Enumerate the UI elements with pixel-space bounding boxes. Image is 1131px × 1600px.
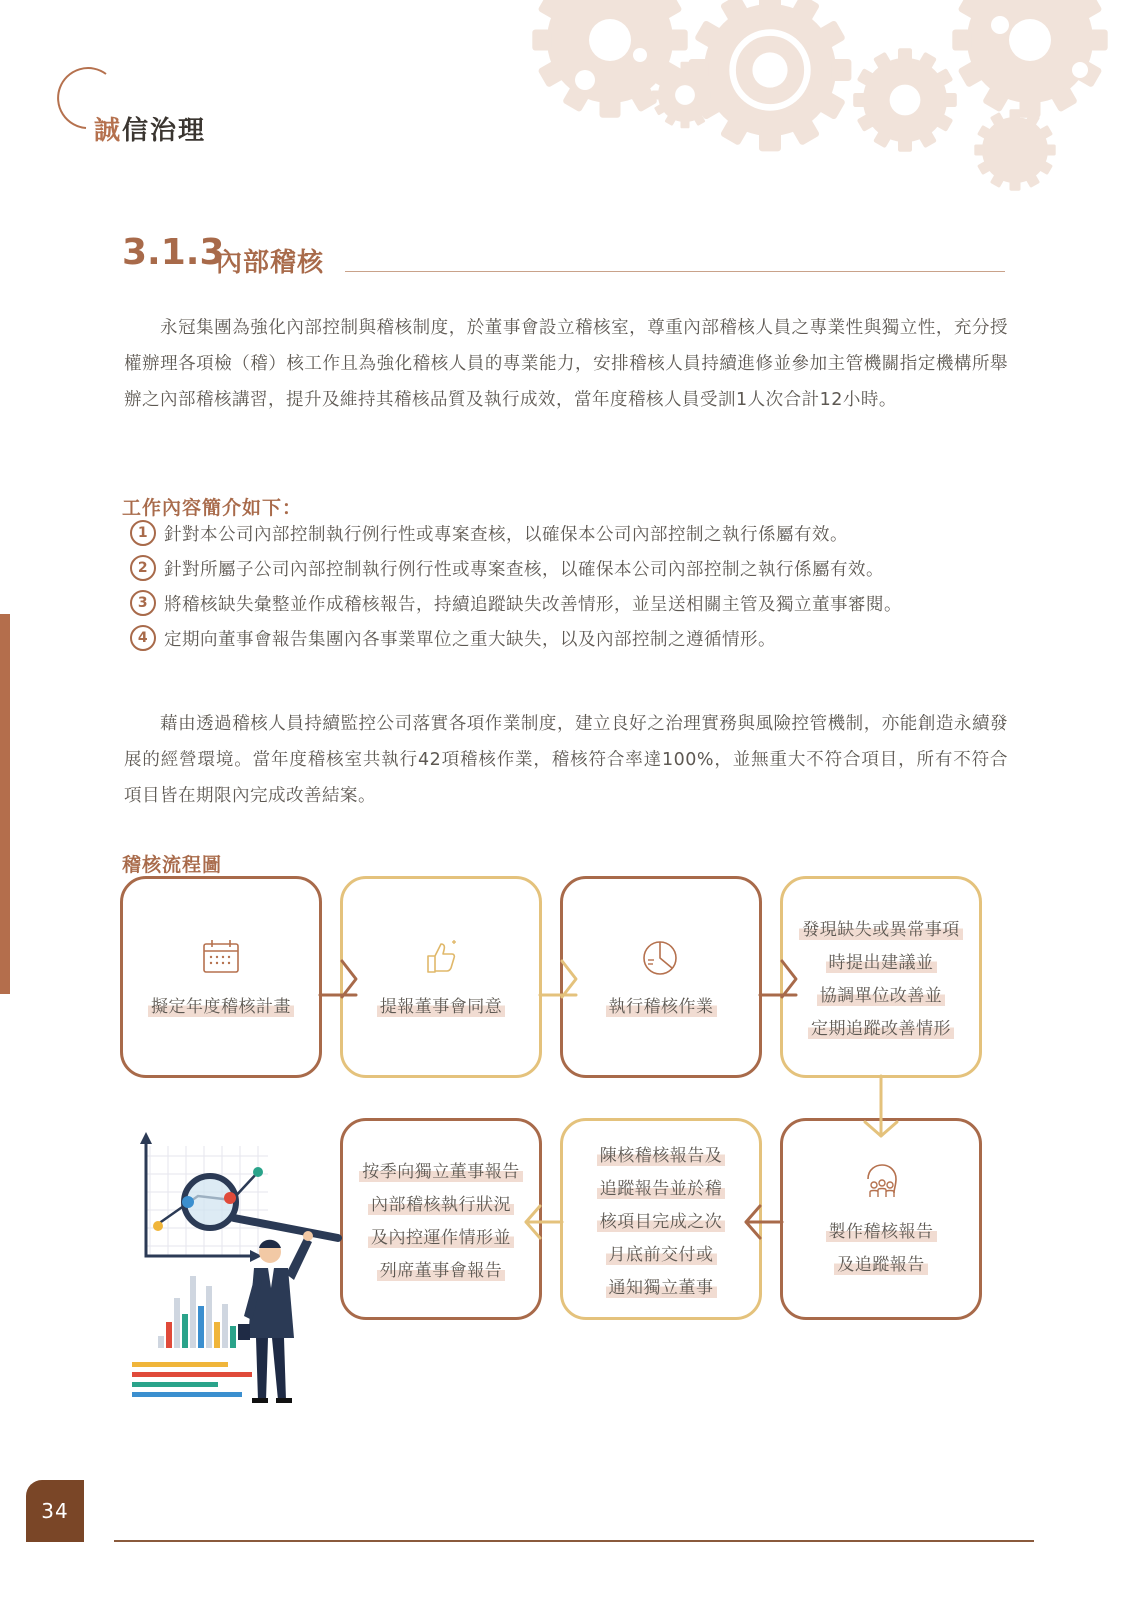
work-item-text: 針對所屬子公司內部控制執行例行性或專案查核，以確保本公司內部控制之執行係屬有效。 — [164, 559, 884, 580]
flow-step-3 — [560, 876, 762, 1078]
flow-step-text: 列席董事會報告 — [377, 1256, 506, 1281]
pie-chart-icon — [638, 934, 684, 980]
flow-step-text: 核項目完成之次 — [597, 1207, 726, 1232]
flow-heading: 稽核流程圖 — [122, 854, 223, 876]
section-number: 3.1.3 — [122, 232, 225, 273]
flow-step-7 — [340, 1118, 542, 1320]
flow-step-6 — [560, 1118, 762, 1320]
work-item — [130, 625, 776, 651]
work-item — [130, 590, 902, 616]
flow-step-text: 追蹤報告並於稽 — [597, 1174, 726, 1199]
flow-step-text: 發現缺失或異常事項 — [799, 915, 963, 940]
summary-paragraph — [124, 706, 1008, 814]
work-item-text: 將稽核缺失彙整並作成稽核報告，持續追蹤缺失改善情形，並呈送相關主管及獨立董事審閱。 — [164, 594, 902, 615]
work-item-text: 定期向董事會報告集團內各事業單位之重大缺失，以及內部控制之遵循情形。 — [164, 629, 776, 650]
number-badge: 4 — [130, 625, 156, 651]
footer-divider — [114, 1540, 1034, 1542]
flow-step-5 — [780, 1118, 982, 1320]
chapter-title-rest: 信治理 — [122, 116, 207, 146]
flow-step-text: 內部稽核執行狀況 — [368, 1190, 514, 1215]
team-icon — [858, 1159, 904, 1205]
work-item-text: 針對本公司內部控制執行例行性或專案查核，以確保本公司內部控制之執行係屬有效。 — [164, 524, 848, 545]
flow-step-text: 定期追蹤改善情形 — [808, 1014, 954, 1039]
flow-step-text: 時提出建議並 — [826, 948, 937, 973]
flow-step-text: 提報董事會同意 — [377, 992, 506, 1017]
calendar-icon — [198, 934, 244, 980]
number-badge: 3 — [130, 590, 156, 616]
intro-paragraph — [124, 310, 1008, 418]
flow-step-text: 擬定年度稽核計畫 — [148, 992, 294, 1017]
chapter-title — [94, 110, 206, 147]
flow-step-text: 製作稽核報告 — [826, 1217, 937, 1242]
thumbs-up-icon — [418, 934, 464, 980]
flow-step-1 — [120, 876, 322, 1078]
flow-step-text: 按季向獨立董事報告 — [359, 1157, 523, 1182]
side-accent-bar — [0, 614, 10, 994]
section-title: 內部稽核 — [216, 248, 325, 278]
flow-step-text: 及內控運作情形並 — [368, 1223, 514, 1248]
flow-step-text: 執行稽核作業 — [606, 992, 717, 1017]
flow-step-text: 通知獨立董事 — [606, 1273, 717, 1298]
gears-decoration-icon — [500, 0, 1131, 200]
flow-step-text: 協調單位改善並 — [817, 981, 946, 1006]
summary-text: 藉由透過稽核人員持續監控公司落實各項作業制度，建立良好之治理實務與風險控管機制，亦能創造永續發展的經營環境。當年度稽核室共執行42項稽核作業，稽核符合率達100%，並無重大不符合項目，所有不符合項目皆在期限內完成改善結案。 — [124, 714, 1008, 806]
chapter-title-accent: 誠 — [94, 116, 123, 146]
flow-step-text: 陳核稽核報告及 — [597, 1141, 726, 1166]
intro-text: 永冠集團為強化內部控制與稽核制度，於董事會設立稽核室，尊重內部稽核人員之專業性與獨立性，充分授權辦理各項檢（稽）核工作且為強化稽核人員的專業能力，安排稽核人員持續進修並參加主管機關指定機構所舉辦之內部稽核講習，提升及維持其稽核品質及執行成效，當年度稽核人員受訓1人次合計12小時。 — [124, 318, 1008, 410]
flow-step-2 — [340, 876, 542, 1078]
number-badge: 1 — [130, 520, 156, 546]
analyst-illustration-icon — [128, 1126, 344, 1410]
work-item — [130, 555, 884, 581]
number-badge: 2 — [130, 555, 156, 581]
page-number: 34 — [26, 1480, 84, 1542]
work-item — [130, 520, 848, 546]
work-heading: 工作內容簡介如下： — [122, 497, 303, 519]
flow-step-text: 月底前交付或 — [606, 1240, 717, 1265]
section-divider — [345, 271, 1005, 272]
flow-step-4 — [780, 876, 982, 1078]
flow-step-text: 及追蹤報告 — [834, 1250, 928, 1275]
